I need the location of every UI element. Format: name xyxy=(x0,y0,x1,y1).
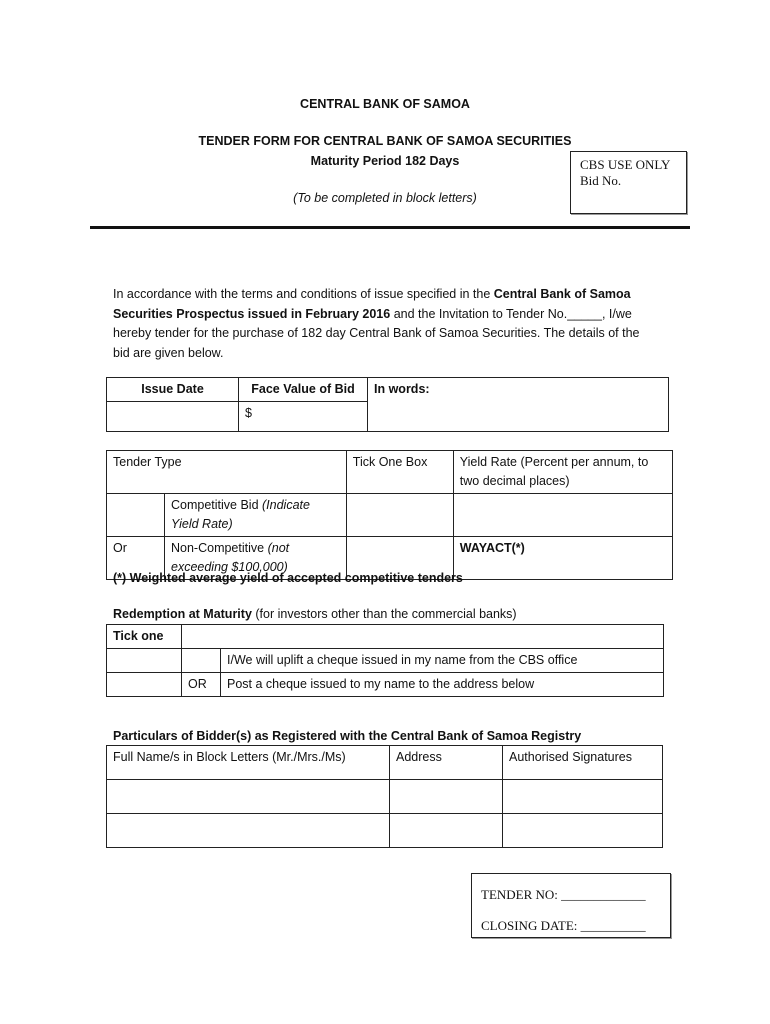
cbs-use-only-box xyxy=(570,151,687,214)
non-competitive-note: (not exceeding $100,000) xyxy=(171,541,290,574)
redemption-title-rest: (for investors other than the commercial banks) xyxy=(251,607,517,621)
uplift-cheque-option: I/We will uplift a cheque issued in my name from the CBS office xyxy=(221,649,664,673)
or-label: Or xyxy=(107,537,165,580)
bid-no-label: Bid No. xyxy=(580,173,622,188)
tick-one-label: Tick one xyxy=(107,625,182,649)
signatures-header: Authorised Signatures xyxy=(503,746,663,780)
issue-date-header: Issue Date xyxy=(107,378,239,402)
redemption-or-label: OR xyxy=(182,673,221,697)
redemption-title xyxy=(113,607,517,621)
redemption-title-bold: Redemption at Maturity xyxy=(113,607,252,621)
competitive-bid-note: (Indicate Yield Rate) xyxy=(171,498,310,531)
particulars-title: Particulars of Bidder(s) as Registered with the Central Bank of Samoa Registry xyxy=(113,729,582,743)
address-field-1[interactable] xyxy=(390,780,503,814)
full-name-field-2[interactable] xyxy=(107,814,390,848)
tender-no-field[interactable]: TENDER NO: _____________ xyxy=(481,887,646,902)
non-competitive-text: Non-Competitive xyxy=(171,541,268,555)
header-divider xyxy=(90,226,690,229)
form-title: TENDER FORM FOR CENTRAL BANK OF SAMOA SECURITIES xyxy=(198,134,572,148)
bank-name: CENTRAL BANK OF SAMOA xyxy=(300,97,470,111)
tender-info-box xyxy=(471,873,671,938)
tick-one-blank xyxy=(182,625,664,649)
uplift-tick-box[interactable] xyxy=(107,649,182,673)
signature-field-1[interactable] xyxy=(503,780,663,814)
tender-type-table xyxy=(106,450,673,580)
wayact-cell: WAYACT(*) xyxy=(453,537,672,580)
particulars-table xyxy=(106,745,663,848)
intro-text-1: In accordance with the terms and conditions of issue specified in the xyxy=(113,287,494,301)
tender-type-header: Tender Type xyxy=(107,451,347,494)
competitive-yield-field[interactable] xyxy=(453,494,672,537)
competitive-blank-cell xyxy=(107,494,165,537)
full-name-header: Full Name/s in Block Letters (Mr./Mrs./Ms) xyxy=(107,746,390,780)
cbs-use-only-label: CBS USE ONLY xyxy=(580,157,671,172)
closing-date-field[interactable]: CLOSING DATE: __________ xyxy=(481,918,646,933)
full-name-field-1[interactable] xyxy=(107,780,390,814)
issue-date-field[interactable] xyxy=(107,402,239,432)
competitive-bid-text: Competitive Bid xyxy=(171,498,263,512)
maturity-period: Maturity Period 182 Days xyxy=(310,154,460,168)
face-value-header: Face Value of Bid xyxy=(239,378,368,402)
address-header: Address xyxy=(390,746,503,780)
address-field-2[interactable] xyxy=(390,814,503,848)
competitive-tick-box[interactable] xyxy=(346,494,453,537)
face-value-field[interactable]: $ xyxy=(239,402,368,432)
in-words-cell[interactable]: In words: xyxy=(368,378,669,432)
bid-details-table xyxy=(106,377,669,432)
tick-one-box-header: Tick One Box xyxy=(346,451,453,494)
yield-rate-header: Yield Rate (Percent per annum, to two decimal places) xyxy=(453,451,672,494)
intro-text-2: and the Invitation to Tender No._____, I/we hereby tender for the purchase of 182 day Central Bank of Samoa Securities. The details of the bid are given below. xyxy=(113,306,640,360)
competitive-bid-label xyxy=(165,494,347,537)
post-cheque-option: Post a cheque issued to my name to the address below xyxy=(221,673,664,697)
post-tick-box[interactable] xyxy=(107,673,182,697)
redemption-table xyxy=(106,624,664,697)
uplift-spacer xyxy=(182,649,221,673)
intro-prospectus: Central Bank of Samoa Securities Prospectus issued in February 2016 xyxy=(113,287,631,321)
block-letters-instruction: (To be completed in block letters) xyxy=(293,191,477,205)
wayact-footnote: (*) Weighted average yield of accepted competitive tenders xyxy=(113,571,463,585)
intro-paragraph xyxy=(113,285,653,363)
signature-field-2[interactable] xyxy=(503,814,663,848)
